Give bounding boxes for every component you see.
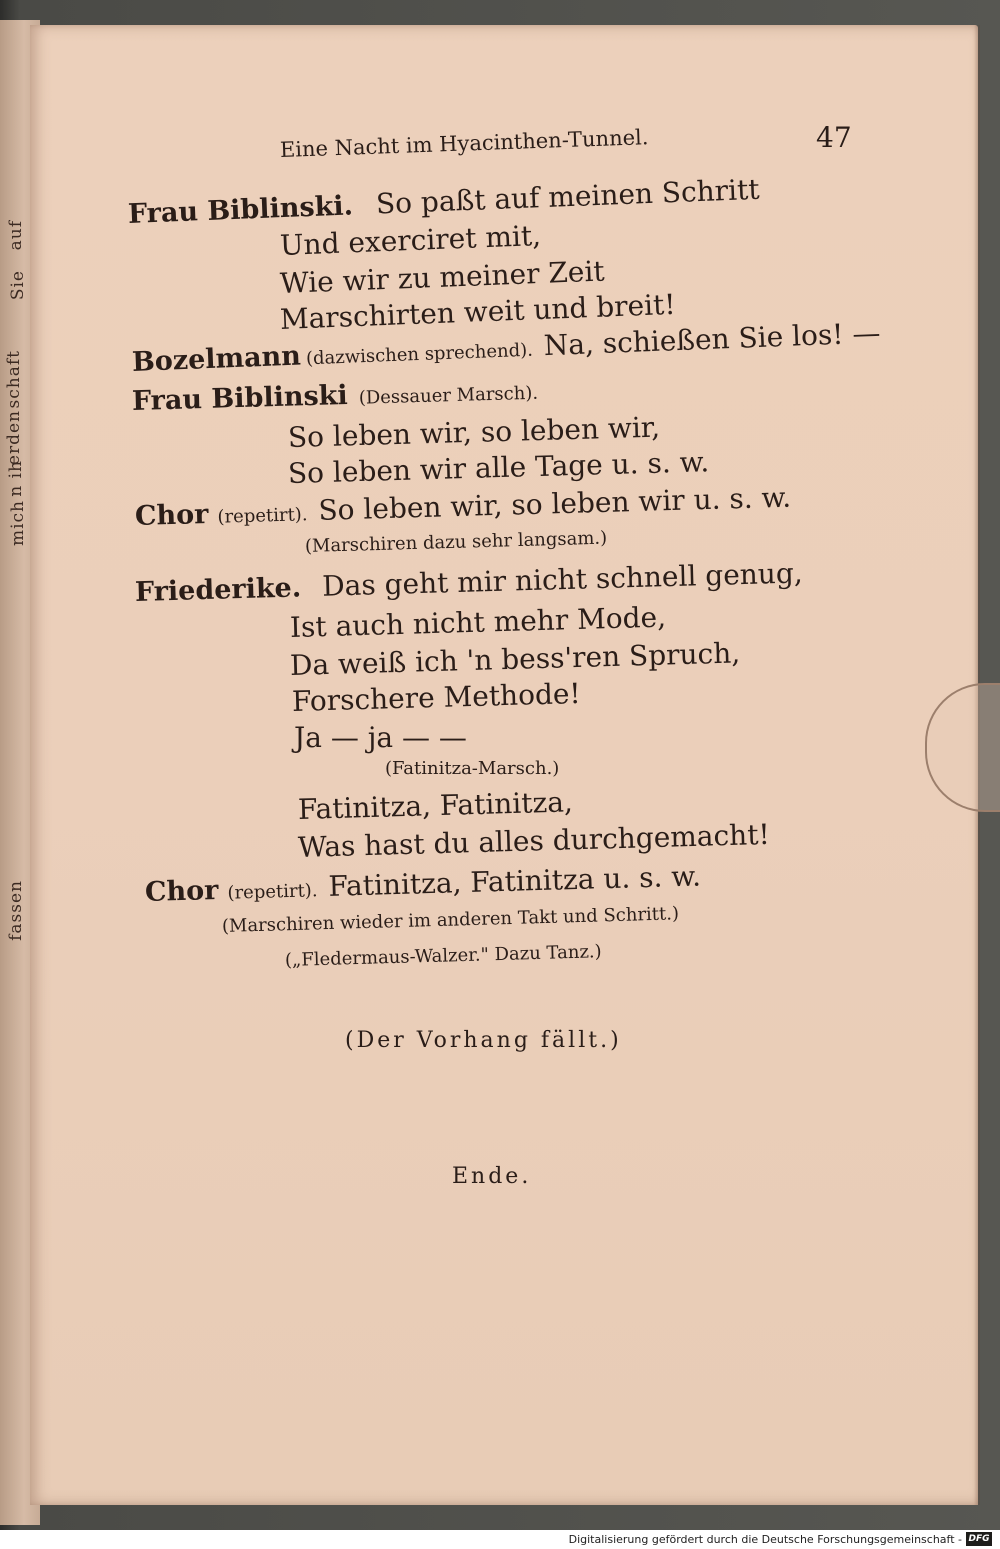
funding-credit: Digitalisierung gefördert durch die Deutsche Forschungsgemeinschaft -: [568, 1533, 962, 1546]
verse-line: Wie wir zu meiner Zeit: [279, 254, 606, 300]
page-number: 47: [816, 121, 852, 154]
verse-line: So leben wir, so leben wir,: [287, 410, 661, 454]
verse-line: Ja — ja — —: [294, 721, 467, 754]
curtain-direction: (Der Vorhang fällt.): [345, 1028, 622, 1053]
speaker-name: Friederike.: [134, 572, 302, 608]
verse-line: Forschere Methode!: [291, 676, 582, 718]
stage-direction: (repetirt).: [227, 880, 318, 904]
stage-direction: (Fatinitza-Marsch.): [385, 758, 560, 779]
verse-text: So paßt auf meinen Schritt: [375, 172, 761, 221]
verse-line: Und exerciret mit,: [279, 218, 542, 262]
verse-text: Fatinitza, Fatinitza u. s. w.: [328, 859, 702, 903]
verse-text: Na, schießen Sie los! —: [543, 316, 881, 363]
stage-direction: („Fledermaus-Walzer." Dazu Tanz.): [284, 941, 602, 971]
footer-bar: [0, 1530, 1000, 1549]
speaker-name: Bozelmann: [131, 340, 302, 378]
verse-line: Fatinitza, Fatinitza,: [297, 785, 574, 826]
previous-page-fragment: auf: [6, 220, 26, 251]
verse-text: So leben wir, so leben wir u. s. w.: [318, 480, 792, 527]
stage-direction: (repetirt).: [217, 504, 308, 528]
previous-page-fragment: erden: [4, 410, 24, 466]
stage-direction: (Marschiren dazu sehr langsam.): [304, 527, 608, 557]
speaker-name: Frau Biblinski.: [127, 190, 354, 230]
stage-direction: (Marschiren wieder im anderen Takt und Schritt.): [221, 903, 680, 937]
previous-page-fragment: mich: [8, 500, 28, 547]
speaker-name: Frau Biblinski: [131, 379, 349, 417]
speaker-name: Chor: [144, 874, 219, 908]
end-marker: Ende.: [452, 1164, 532, 1189]
dfg-logo: DFG: [966, 1532, 992, 1546]
verse-line: Ist auch nicht mehr Mode,: [289, 600, 667, 644]
previous-page-fragment: schaft: [4, 350, 24, 409]
speaker-name: Chor: [134, 498, 209, 532]
verse-text: Das geht mir nicht schnell genug,: [321, 556, 804, 603]
verse-line: Marschirten weit und breit!: [279, 287, 677, 336]
verse-line: Da weiß ich 'n bess'ren Spruch,: [289, 636, 741, 682]
previous-page-fragment: Sie: [8, 270, 28, 301]
running-title: Eine Nacht im Hyacinthen-Tunnel.: [279, 125, 649, 162]
verse-line: Was hast du alles durchgemacht!: [297, 817, 771, 864]
previous-page-fragment: n ih: [6, 460, 26, 497]
previous-page-fragment: fassen: [6, 880, 26, 941]
stage-direction: (Dessauer Marsch).: [358, 382, 539, 409]
stage-direction: (dazwischen sprechend).: [305, 339, 534, 370]
verse-line: So leben wir alle Tage u. s. w.: [287, 445, 710, 490]
